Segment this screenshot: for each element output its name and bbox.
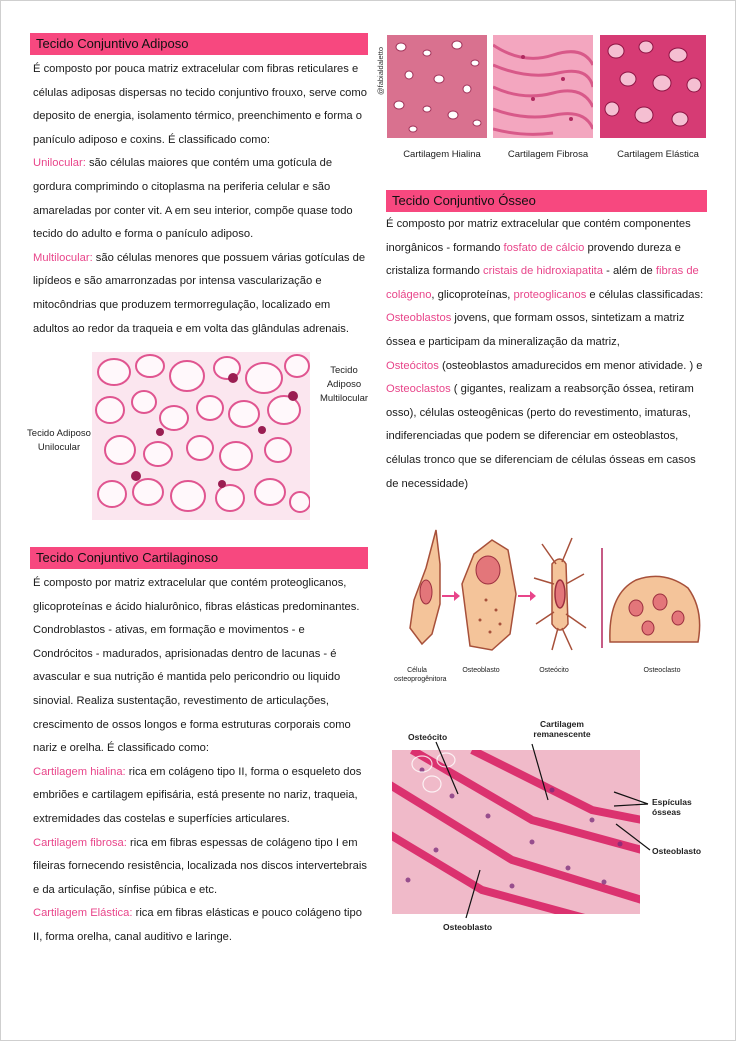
cartilaginoso-intro: É composto por matriz extracelular que contém proteoglicanos, glicoproteínas e ácido hialurônico, fibras elásticas predominantes. Condroblastos - ativas, em formação e movimentos - e Condrócitos - madurados, aprisionadas dentro de lacunas - é avascular e sua nutrição é mantida pelo pericondrio ou liquido sinovial. Realiza sustentação, revestimento de articulações, crescimento de ossos longos e forma estruturas corporais como nariz e orelha. É classificado como: [33,577,360,755]
cartilagem-elastica-text: rica em fibras elásticas e pouco colágeno tipo II, forma orelha, canal auditivo e laringe. [33,907,362,943]
cartilagem-elastica-image [600,35,706,138]
label-unilocular-line1: Tecido Adiposo [27,428,91,439]
osseo-p2: jovens, que formam ossos, sintetizam a matriz óssea e participam da mineralização da matriz, [386,312,685,348]
osseo-p1e: e células classificadas: [586,288,704,301]
term-osteoblastos: Osteoblastos [386,312,452,325]
bone-cells-diagram [396,524,706,664]
osseo-p3b: ( gigantes, realizam a reabsorção óssea, retiram osso), células osteogênicas (perto do revestimento, imaturas, indiferenciadas que podem se diferenciar em osteoblastos, células tronco que se diferenciam de células ósseas em casos de necessidade) [386,383,696,490]
label-osteocito-diagram: Osteócito [539,667,569,674]
term-cartilagem-elastica: Cartilagem Elástica: [33,907,133,920]
osseo-text [386,213,708,496]
cartilagem-fibrosa-text: rica em fibras espessas de colágeno tipo I em fileiras fornecendo resistência, localizada nos discos intervertebrais e da articulação, sínfise púbica e etc. [33,836,367,896]
label-multilocular [313,364,375,406]
cartilagem-fibrosa-image [493,35,593,138]
osseo-p1c: - além de [603,265,656,278]
osteocyte-cell [534,538,586,650]
label-cartilagem-fibrosa: Cartilagem Fibrosa [507,149,589,160]
osseo-p1b: provendo dureza e cristaliza formando [386,241,681,278]
term-proteoglicanos: proteoglicanos [513,288,587,301]
cartilagem-remanescente-text: Cartilagem remanescente [533,719,591,739]
osteoprogenitor-cell [410,530,440,644]
multilocular-text: são células menores que possuem várias gotículas de lipídeos e são amarronzadas por intensa vascularização e mitocôndrias que produzem termorregulação, localizado em adultos ao redor da traqueia e em volta das glândulas adrenais. [33,251,366,335]
label-osteoclasto-diagram: Osteoclasto [643,667,681,674]
term-cartilagem-fibrosa: Cartilagem fibrosa: [33,836,127,849]
multilocular-term: Multilocular: [33,251,93,264]
adiposo-intro: É composto por pouca matriz extracelular com fibras reticulares e células adiposas dispersas no tecido conjuntivo frouxo, serve como deposito de energia, isolamento térmico, preenchimento e forma o panículo adiposo e coxins. É classificado como: [33,63,367,146]
label-cartilagem-remanescente [526,719,598,739]
term-cartilagem-hialina: Cartilagem hialina: [33,765,126,778]
label-osteoblasto-micro-bottom: Osteoblasto [443,922,493,932]
cartilaginoso-text [33,572,367,950]
adipose-micrograph [92,352,310,520]
watermark: @fabialdaletto [376,46,385,95]
term-fosfato: fosfato de cálcio [503,241,585,254]
term-osteoclastos: Osteoclastos [386,383,451,396]
label-unilocular [26,427,92,455]
adiposo-text [33,58,368,341]
label-cartilagem-elastica: Cartilagem Elástica [617,149,699,160]
osteoblast-cell [462,540,516,650]
unilocular-text: são células maiores que contém uma gotícula de gordura comprimindo o citoplasma na periferia celular e são amareladas por conter vit. A em seu interior, compõe quase todo tecido do adulto e forma o panículo adiposo. [33,157,353,241]
label-cartilagem-hialina: Cartilagem Hialina [403,149,481,160]
osseo-header: Tecido Conjuntivo Ósseo [386,190,707,212]
adiposo-header: Tecido Conjuntivo Adiposo [30,33,368,55]
term-fibras: fibras de colágeno [386,265,699,301]
cartilagem-hialina-text: rica em colágeno tipo II, forma o esqueleto dos embriões e cartilagem epifisária, está presente no nariz, traqueia, extremidades das costelas e superfícies articulares. [33,765,362,825]
label-osteocito-micro: Osteócito [408,732,448,742]
label-multilocular-line1: Tecido Adiposo [326,365,362,390]
cartilagem-hialina-image [387,35,487,138]
osseo-p3: (osteoblastos amadurecidos em menor atividade. ) e [438,359,703,372]
label-osteoblasto-micro-right: Osteoblasto [652,846,702,856]
term-osteocitos: Osteócitos [386,359,439,372]
osseo-p1d: , glicoproteínas, [431,288,514,301]
osseo-p1a: É composto por matriz extracelular que contém componentes inorgânicos - formando [386,218,691,254]
label-osteoblasto-diagram: Osteoblasto [462,667,500,674]
unilocular-term: Unilocular: [33,157,86,170]
bone-micrograph-pointers [380,720,700,940]
label-espiculas: Espículas ósseas [652,797,692,817]
label-multilocular-line2: Multilocular [319,393,369,404]
osteoclast-cell [610,576,700,642]
term-hidroxiapatita: cristais de hidroxiapatita [483,265,604,278]
label-osteoprogenitora: Célula osteoprogênitora [394,667,447,683]
label-unilocular-line2: Unilocular [37,442,81,453]
cartilaginoso-header: Tecido Conjuntivo Cartilaginoso [30,547,368,569]
